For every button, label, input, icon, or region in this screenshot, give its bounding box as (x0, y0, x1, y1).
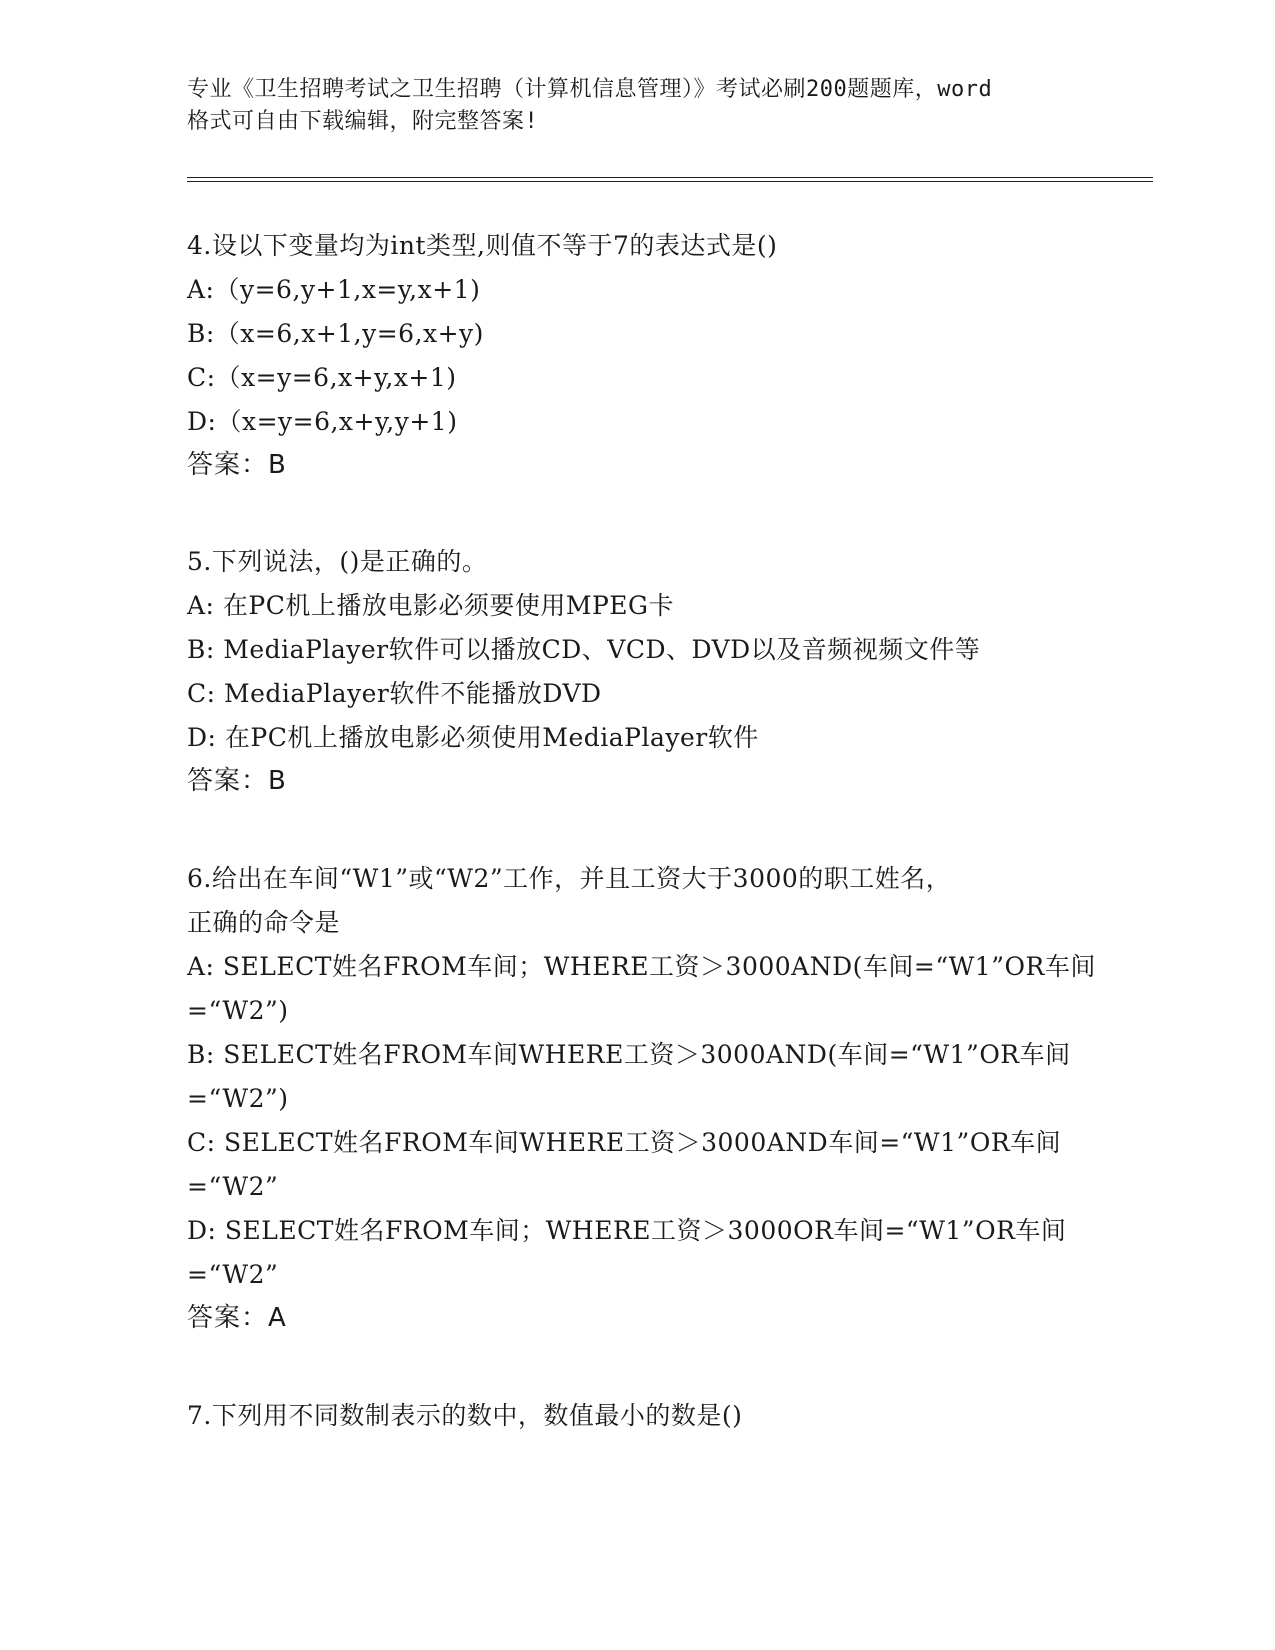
question-4-answer: 答案：B (187, 450, 287, 480)
question-5-option-a: A: 在PC机上播放电影必须要使用MPEG卡 (187, 591, 675, 620)
question-6-answer: 答案：A (187, 1303, 287, 1333)
question-6-option-a: A: SELECT姓名FROM车间；WHERE工资＞3000AND(车间=“W1”OR车间 (187, 952, 1096, 981)
question-6-option-d: =“W2” (187, 1260, 279, 1289)
question-5-option-c: C: MediaPlayer软件不能播放DVD (187, 679, 602, 708)
question-6-option-c: =“W2” (187, 1172, 279, 1201)
question-5-stem: 5.下列说法，()是正确的。 (187, 547, 488, 576)
header-line: 格式可自由下载编辑，附完整答案! (187, 109, 539, 134)
header-line: 专业《卫生招聘考试之卫生招聘（计算机信息管理）》考试必刷200题题库，word (187, 77, 993, 102)
question-4-option-c: C:（x=y=6,x+y,x+1) (187, 363, 457, 392)
question-4-option-a: A:（y=6,y+1,x=y,x+1) (187, 275, 481, 304)
header-double-rule (187, 177, 1153, 182)
question-6-option-b: =“W2”) (187, 1084, 289, 1113)
document-header (187, 74, 1087, 138)
question-6-stem: 正确的命令是 (187, 908, 341, 937)
question-5-option-b: B: MediaPlayer软件可以播放CD、VCD、DVD以及音频视频文件等 (187, 635, 981, 664)
question-6-option-c: C: SELECT姓名FROM车间WHERE工资＞3000AND车间=“W1”OR车间 (187, 1128, 1062, 1157)
question-6-option-b: B: SELECT姓名FROM车间WHERE工资＞3000AND(车间=“W1”OR车间 (187, 1040, 1071, 1069)
question-5-answer: 答案：B (187, 766, 287, 796)
question-4-option-b: B:（x=6,x+1,y=6,x+y) (187, 319, 484, 348)
question-5-option-d: D: 在PC机上播放电影必须使用MediaPlayer软件 (187, 723, 759, 752)
question-4-stem: 4.设以下变量均为int类型,则值不等于7的表达式是() (187, 231, 778, 260)
question-4-option-d: D:（x=y=6,x+y,y+1) (187, 407, 458, 436)
question-7-stem: 7.下列用不同数制表示的数中，数值最小的数是() (187, 1401, 743, 1430)
question-6-option-d: D: SELECT姓名FROM车间；WHERE工资＞3000OR车间=“W1”OR车间 (187, 1216, 1067, 1245)
question-6-stem: 6.给出在车间“W1”或“W2”工作，并且工资大于3000的职工姓名， (187, 864, 952, 893)
question-6-option-a: =“W2”) (187, 996, 289, 1025)
